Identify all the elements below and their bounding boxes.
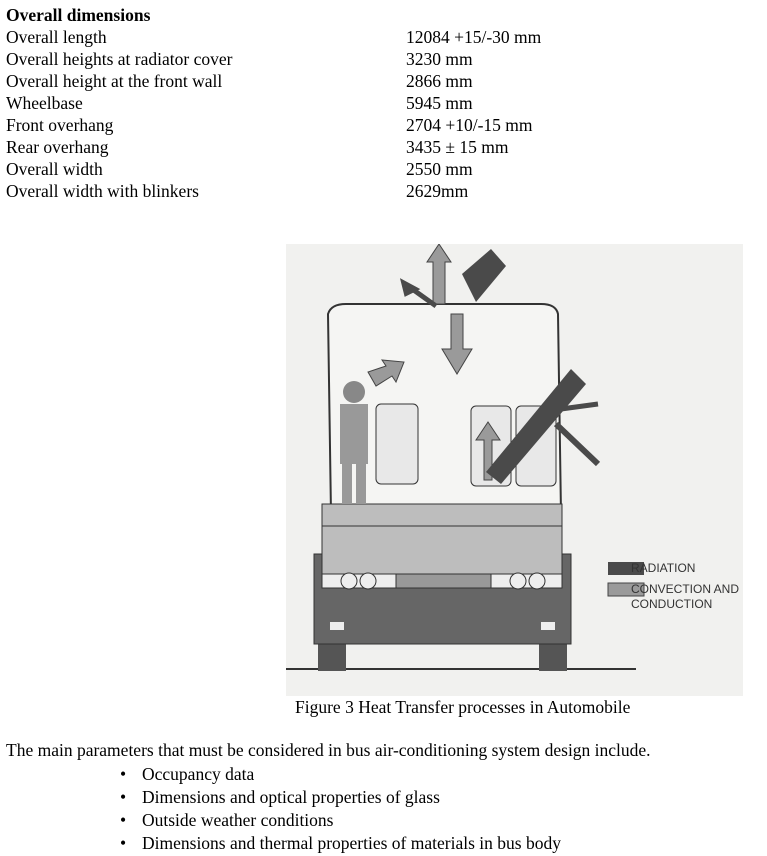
dimension-label: Front overhang (6, 115, 114, 135)
dimension-label: Overall width with blinkers (6, 181, 199, 201)
figure-caption: Figure 3 Heat Transfer processes in Automobile (295, 697, 631, 717)
dimension-label: Rear overhang (6, 137, 109, 157)
radiation-arrow-shaft (556, 424, 598, 464)
dash-panel (322, 504, 562, 526)
legend-convection-label-1: CONVECTION AND (631, 582, 740, 596)
dimension-value: 5945 mm (406, 93, 473, 113)
dimension-row (6, 48, 606, 70)
dimension-row (6, 158, 606, 180)
dimension-value: 2550 mm (406, 159, 473, 179)
legend-convection-label-2: CONDUCTION (631, 597, 713, 611)
seat (376, 404, 418, 484)
dimension-row (6, 26, 606, 48)
legend-radiation-label: RADIATION (631, 561, 696, 575)
list-item: • Dimensions and thermal properties of materials in bus body (120, 832, 561, 855)
headlight (529, 573, 545, 589)
dimension-label: Overall width (6, 159, 103, 179)
dimension-row (6, 92, 606, 114)
passenger-leg (356, 464, 366, 504)
list-item: • Outside weather conditions (120, 809, 561, 832)
dimensions-table (6, 26, 606, 202)
fog-light (330, 622, 344, 630)
headlight (360, 573, 376, 589)
dimensions-heading: Overall dimensions (6, 5, 151, 25)
dimension-value: 3230 mm (406, 49, 473, 69)
convection-arrow-up (427, 244, 451, 304)
grille (396, 574, 491, 588)
dimension-row (6, 114, 606, 136)
fog-light (541, 622, 555, 630)
dimension-value: 2629mm (406, 181, 469, 201)
bus-illustration (286, 244, 743, 696)
dimension-value: 2704 +10/-15 mm (406, 115, 533, 135)
dimension-row (6, 136, 606, 158)
dimension-value: 3435 ± 15 mm (406, 137, 509, 157)
headlight (510, 573, 526, 589)
list-item: • Dimensions and optical properties of glass (120, 786, 561, 809)
dimension-label: Overall length (6, 27, 107, 47)
dimension-value: 2866 mm (406, 71, 473, 91)
passenger-head (343, 381, 365, 403)
parameter-list (120, 763, 561, 855)
intro-paragraph: The main parameters that must be considered in bus air-conditioning system design include. (6, 740, 651, 760)
dimension-label: Overall height at the front wall (6, 71, 223, 91)
radiation-bar-top (462, 249, 506, 302)
dimension-label: Overall heights at radiator cover (6, 49, 233, 69)
dimension-row (6, 70, 606, 92)
list-item: • Occupancy data (120, 763, 561, 786)
dimension-row (6, 180, 606, 202)
passenger-body (340, 404, 368, 464)
dimension-value: 12084 +15/-30 mm (406, 27, 542, 47)
dimension-label: Wheelbase (6, 93, 83, 113)
heat-transfer-figure (286, 244, 743, 696)
headlight (341, 573, 357, 589)
passenger-leg (342, 464, 352, 504)
